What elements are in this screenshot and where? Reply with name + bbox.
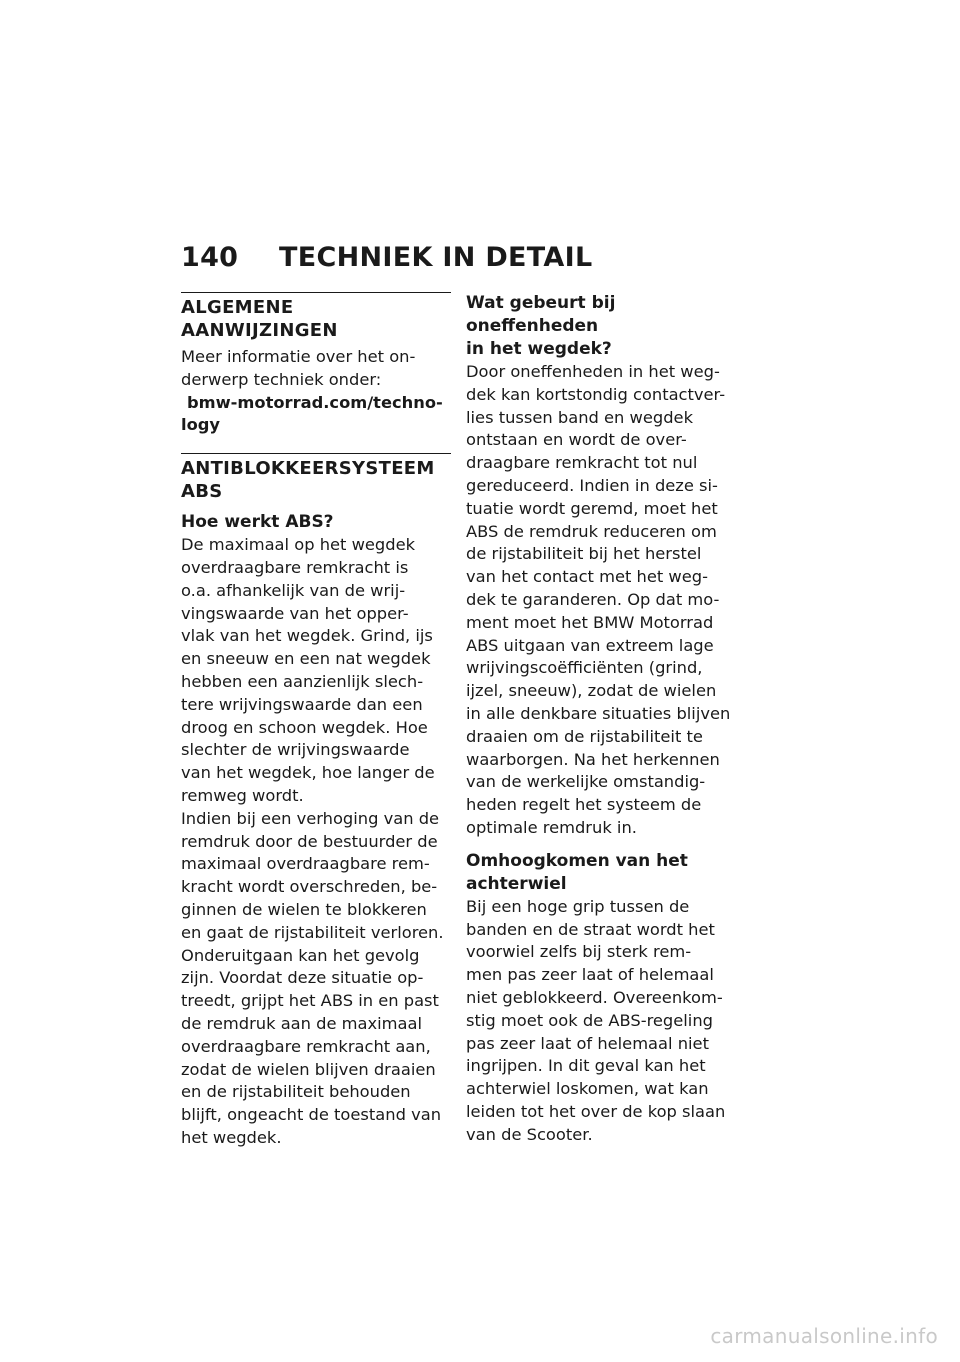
road-unevenness-heading: Wat gebeurt bij oneffenheden in het wegdek?	[466, 293, 616, 359]
abs-heading-line2: ABS	[181, 481, 223, 503]
section-divider	[181, 292, 451, 293]
left-column	[181, 292, 451, 1150]
section-divider	[181, 453, 451, 454]
rear-wheel-lift-heading: Omhoogkomen van het achterwiel	[466, 850, 688, 894]
right-column	[466, 292, 741, 1147]
abs-paragraph-1: De maximaal op het wegdek overdraagbare remkracht is o.a. afhankelijk van de wrij- vingswaarde van het opper- vlak van het wegdek. Grind, ijs en sneeuw en een nat wegdek hebben een aanzienlijk slech- tere wrijvingswaarde dan een droog en schoon wegdek. Hoe slechter de wrijvingswaarde van het wegdek, hoe langer de remweg wordt.	[181, 535, 435, 805]
techno-link[interactable]: bmw-motorrad.com/techno-	[187, 392, 443, 412]
general-text: Meer informatie over het on- derwerp techniek onder:	[181, 347, 416, 389]
general-heading: ALGEMENE AANWIJZINGEN	[181, 297, 338, 341]
how-abs-works-heading: Hoe werkt ABS?	[181, 512, 334, 533]
page-header	[181, 242, 781, 273]
rear-wheel-lift-text: Bij een hoge grip tussen de banden en de straat wordt het voorwiel zelfs bij sterk rem- men pas zeer laat of helemaal niet geblokkeerd. Overeenkom- stig moet ook de ABS-regeling pas zeer laat of helemaal niet ingrijpen. In dit geval kan het achterwiel loskomen, wat kan leiden tot het over de kop slaan van de Scooter.	[466, 896, 726, 1144]
road-unevenness-text: Door oneffenheden in het weg- dek kan kortstondig contactver- lies tussen band en wegdek ontstaan en wordt de over- draagbare remkracht tot nul gereduceerd. Indien in deze si- tuatie wordt geremd, moet het ABS de remdruk reduceren om de rijstabiliteit bij het herstel van het contact met het weg- dek te garanderen. Op dat mo- ment moet het BMW Motorrad ABS uitgaan van extreem lage wrijvingscoëfficiënten (grind, ijzel, sneeuw), zodat de wielen in alle denkbare situaties blijven draaien om de rijstabiliteit te waarborgen. Na het herkennen van de werkelijke omstandig- heden regelt het systeem de optimale remdruk in.	[466, 362, 731, 837]
abs-heading-line1: ANTIBLOKKEERSYSTEEM	[181, 458, 435, 480]
watermark: carmanualsonline.info	[710, 1324, 938, 1348]
techno-link-continued[interactable]: logy	[181, 415, 221, 435]
page-number: 140	[181, 242, 239, 273]
abs-paragraph-2: Indien bij een verhoging van de remdruk door de bestuurder de maximaal overdraagbare rem- kracht wordt overschreden, be- ginnen de wielen te blokkeren en gaat de rijstabiliteit verloren. Onderuitgaan kan het gevolg zijn. Voordat deze situatie op- treedt, grijpt het ABS in en past de remdruk aan de maximaal overdraagbare remkracht aan, zodat de wielen blijven draaien en de rijstabiliteit behouden blijft, ongeacht de toestand van het wegdek.	[181, 808, 444, 1147]
page-title: TECHNIEK IN DETAIL	[279, 242, 593, 273]
